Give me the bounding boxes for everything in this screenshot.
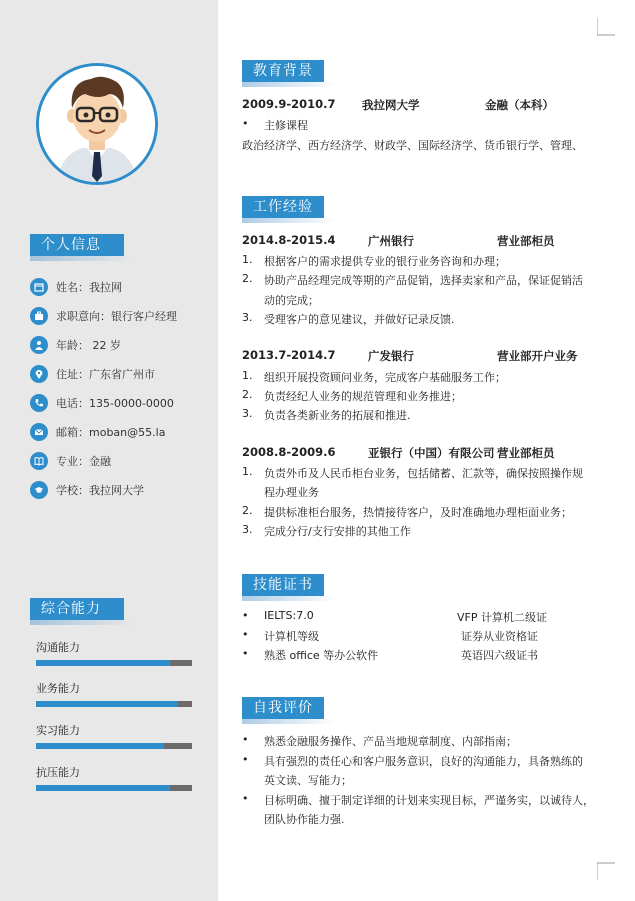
job-period: 2014.8-2015.4 bbox=[242, 233, 336, 247]
job-item-cont: 程办理业务 bbox=[264, 486, 319, 499]
info-phone bbox=[30, 394, 174, 412]
skill-fill bbox=[36, 701, 178, 707]
job-item: 受理客户的意见建议，并做好记录反馈. bbox=[264, 313, 455, 326]
skill-fill bbox=[36, 660, 170, 666]
bullet-dot: • bbox=[242, 753, 249, 766]
list-number: 2. bbox=[242, 272, 253, 285]
corner-mark-top bbox=[597, 18, 615, 36]
calendar-icon bbox=[30, 278, 48, 296]
job-company: 广州银行 bbox=[368, 234, 414, 248]
bullet-dot: • bbox=[242, 628, 249, 641]
mail-icon bbox=[30, 423, 48, 441]
info-age bbox=[30, 336, 121, 354]
skill-fill bbox=[36, 785, 170, 791]
job-period: 2008.8-2009.6 bbox=[242, 445, 336, 459]
cert-right: 英语四六级证书 bbox=[461, 649, 538, 662]
cert-right: VFP 计算机二级证 bbox=[457, 611, 547, 624]
info-email-text: 邮箱：moban@55.la bbox=[56, 426, 166, 439]
person-icon bbox=[30, 336, 48, 354]
edu-courses: 政治经济学、西方经济学、财政学、国际经济学、货币银行学、管理、 bbox=[242, 139, 583, 152]
job-item: 组织开展投资顾问业务，完成客户基础服务工作； bbox=[264, 371, 506, 384]
bullet-dot: • bbox=[242, 609, 249, 622]
job-position: 营业部柜员 bbox=[497, 234, 555, 248]
info-job-intent bbox=[30, 307, 177, 325]
self-eval-title: 自我评价 bbox=[242, 697, 324, 719]
job-position: 营业部柜员 bbox=[497, 446, 555, 460]
job-item: 负责经纪人业务的规范管理和业务推进； bbox=[264, 390, 462, 403]
eval-item: 具有强烈的责任心和客户服务意识，良好的沟通能力，具备熟练的 bbox=[264, 755, 583, 768]
book-icon bbox=[30, 452, 48, 470]
phone-icon bbox=[30, 394, 48, 412]
cert-left: 熟悉 office 等办公软件 bbox=[264, 649, 379, 662]
avatar bbox=[36, 63, 158, 185]
list-number: 3. bbox=[242, 523, 253, 536]
education-title: 教育背景 bbox=[242, 60, 324, 82]
info-job-intent-text: 求职意向：银行客户经理 bbox=[56, 310, 177, 323]
skill-bar bbox=[36, 743, 192, 749]
job-item: 根据客户的需求提供专业的银行业务咨询和办理； bbox=[264, 255, 506, 268]
cert-left: 计算机等级 bbox=[264, 630, 319, 643]
edu-major: 金融（本科） bbox=[485, 98, 554, 112]
eval-item-cont: 团队协作能力强. bbox=[264, 813, 345, 826]
list-number: 1. bbox=[242, 253, 253, 266]
job-item: 完成分行/支行安排的其他工作 bbox=[264, 525, 411, 538]
info-email bbox=[30, 423, 165, 441]
ability-title: 综合能力 bbox=[30, 598, 124, 620]
info-age-text: 年龄： 22 岁 bbox=[56, 339, 121, 352]
job-company: 广发银行 bbox=[368, 349, 414, 363]
work-title: 工作经验 bbox=[242, 196, 324, 218]
bullet-dot: • bbox=[242, 733, 249, 746]
graduation-cap-icon bbox=[30, 481, 48, 499]
skill-bar bbox=[36, 701, 192, 707]
info-name bbox=[30, 278, 122, 296]
job-position: 营业部开户业务 bbox=[497, 349, 578, 363]
skill-bar bbox=[36, 660, 192, 666]
skills-cert-title: 技能证书 bbox=[242, 574, 324, 596]
list-number: 2. bbox=[242, 388, 253, 401]
edu-bullet: 主修课程 bbox=[264, 119, 308, 132]
skill-label: 业务能力 bbox=[36, 682, 80, 695]
info-school bbox=[30, 481, 144, 499]
info-address-text: 住址：广东省广州市 bbox=[56, 368, 155, 381]
list-number: 3. bbox=[242, 407, 253, 420]
corner-mark-bottom bbox=[597, 862, 615, 880]
skill-item bbox=[36, 681, 192, 707]
skill-item bbox=[36, 640, 192, 666]
skill-fill bbox=[36, 743, 164, 749]
skill-label: 抗压能力 bbox=[36, 766, 80, 779]
info-name-text: 姓名：我拉网 bbox=[56, 281, 122, 294]
cert-right: 证券从业资格证 bbox=[461, 630, 538, 643]
skill-item bbox=[36, 765, 192, 791]
skill-label: 实习能力 bbox=[36, 724, 80, 737]
job-item: 负责各类新业务的拓展和推进. bbox=[264, 409, 411, 422]
location-icon bbox=[30, 365, 48, 383]
eval-item: 熟悉金融服务操作、产品当地规章制度、内部指南； bbox=[264, 735, 517, 748]
list-number: 1. bbox=[242, 369, 253, 382]
job-item: 协助产品经理完成等期的产品促销，选择卖家和产品，保证促销活 bbox=[264, 274, 583, 287]
list-number: 1. bbox=[242, 465, 253, 478]
job-item: 负责外币及人民币柜台业务，包括储蓄、汇款等，确保按照操作规 bbox=[264, 467, 583, 480]
cartoon-man-icon bbox=[39, 66, 155, 182]
info-phone-text: 电话：135-0000-0000 bbox=[56, 397, 174, 410]
edu-period: 2009.9-2010.7 bbox=[242, 97, 336, 111]
list-number: 3. bbox=[242, 311, 253, 324]
edu-school: 我拉网大学 bbox=[362, 98, 420, 112]
info-major bbox=[30, 452, 111, 470]
info-address bbox=[30, 365, 155, 383]
personal-info-title: 个人信息 bbox=[30, 234, 124, 256]
cert-left: IELTS:7.0 bbox=[264, 609, 314, 622]
skill-item bbox=[36, 723, 192, 749]
bullet-dot: • bbox=[242, 647, 249, 660]
info-school-text: 学校：我拉网大学 bbox=[56, 484, 144, 497]
job-company: 亚银行（中国）有限公司 bbox=[368, 446, 495, 460]
job-item-cont: 动的完成； bbox=[264, 294, 319, 307]
job-period: 2013.7-2014.7 bbox=[242, 348, 336, 362]
job-item: 提供标准柜台服务，热情接待客户，及时准确地办理柜面业务； bbox=[264, 506, 572, 519]
bullet-dot: • bbox=[242, 117, 249, 130]
briefcase-icon bbox=[30, 307, 48, 325]
bullet-dot: • bbox=[242, 792, 249, 805]
skill-label: 沟通能力 bbox=[36, 641, 80, 654]
skill-bar bbox=[36, 785, 192, 791]
eval-item-cont: 英文读、写能力； bbox=[264, 774, 352, 787]
eval-item: 目标明确、擅于制定详细的计划来实现目标，严谨务实，以诚待人， bbox=[264, 794, 594, 807]
info-major-text: 专业：金融 bbox=[56, 455, 111, 468]
list-number: 2. bbox=[242, 504, 253, 517]
